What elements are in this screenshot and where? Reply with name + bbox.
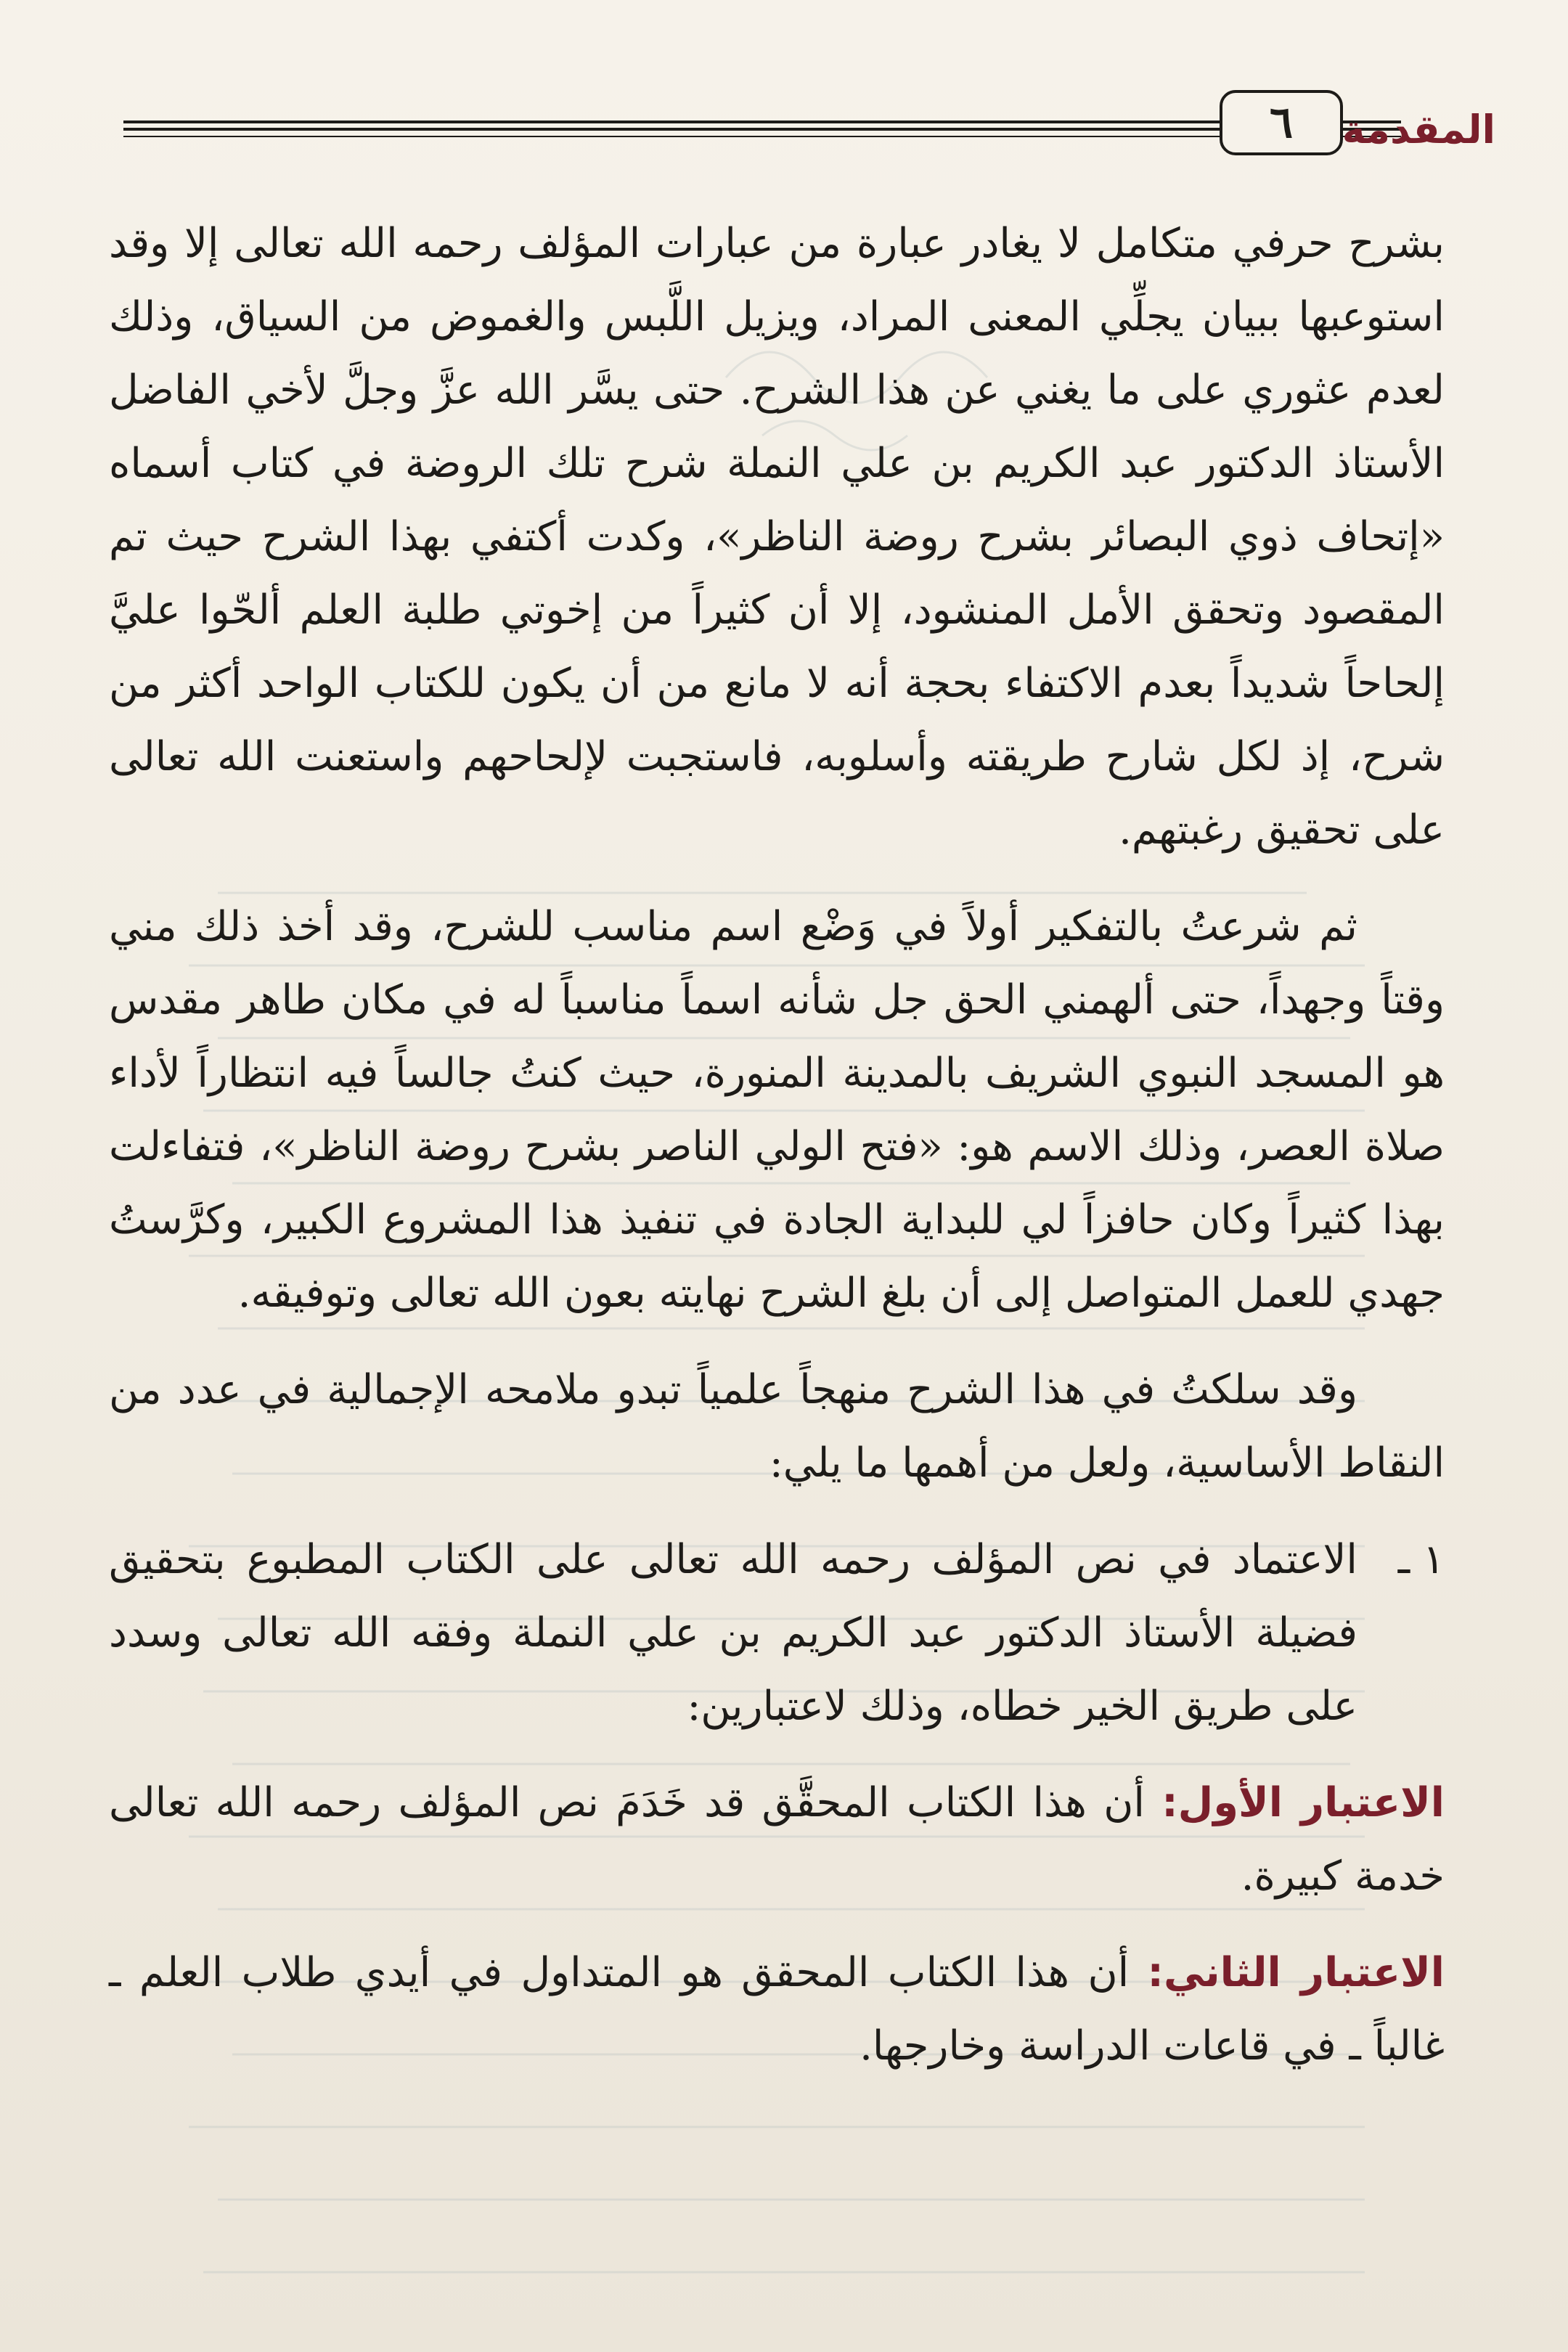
consideration-second xyxy=(109,1936,1445,2083)
consideration-first xyxy=(109,1766,1445,1913)
consideration-label: الاعتبار الأول: xyxy=(1161,1779,1445,1826)
paragraph-method: وقد سلكتُ في هذا الشرح منهجاً علمياً تبدو ملامحه الإجمالية في عدد من النقاط الأساسية، ولعل من أهمها ما يلي: xyxy=(109,1366,1445,1487)
point-number: ١ ـ xyxy=(1397,1536,1445,1583)
body-text xyxy=(109,207,1445,2083)
consideration-text: أن هذا الكتاب المحقق هو المتداول في أيدي طلاب العلم ـ غالباً ـ في قاعات الدراسة وخارجها. xyxy=(109,1949,1445,2070)
paragraph-naming: ثم شرعتُ بالتفكير أولاً في وَضْع اسم مناسب للشرح، وقد أخذ ذلك مني وقتاً وجهداً، حتى ألهمني الحق جل شأنه اسماً مناسباً له في مكان طاهر مقدس هو المسجد النبوي الشريف بالمدينة المنورة، حيث كنتُ جالساً فيه انتظاراً لأداء صلاة العصر، وذلك الاسم هو: «فتح الولي الناصر بشرح روضة الناظر»، فتفاءلت بهذا كثيراً وكان حافزاً لي للبداية الجادة في تنفيذ هذا المشروع الكبير، وكرَّستُ جهدي للعمل المتواصل إلى أن بلغ الشرح نهايته بعون الله تعالى وتوفيقه. xyxy=(109,903,1445,1317)
paragraph-continuation: بشرح حرفي متكامل لا يغادر عبارة من عبارات المؤلف رحمه الله تعالى إلا وقد استوعبها ببيان يجلِّي المعنى المراد، ويزيل اللَّبس والغموض من السياق، وذلك لعدم عثوري على ما يغني عن هذا الشرح. حتى يسَّر الله عزَّ وجلَّ لأخي الفاضل الأستاذ الدكتور عبد الكريم بن علي النملة شرح تلك الروضة في كتاب أسماه «إتحاف ذوي البصائر بشرح روضة الناظر»، وكدت أكتفي بهذا الشرح حيث تم المقصود وتحقق الأمل المنشود، إلا أن كثيراً من إخوتي طلبة العلم ألحّوا عليَّ إلحاحاً شديداً بعدم الاكتفاء بحجة أنه لا مانع من أن يكون للكتاب الواحد أكثر من شرح، إذ لكل شارح طريقته وأسلوبه، فاستجبت لإلحاحهم واستعنت الله تعالى على تحقيق رغبتهم. xyxy=(109,220,1445,854)
consideration-label: الاعتبار الثاني: xyxy=(1147,1949,1445,1996)
page-header xyxy=(73,80,1495,167)
point-item xyxy=(109,1523,1445,1743)
page-number: ٦ xyxy=(1220,90,1343,155)
consideration-text: أن هذا الكتاب المحقَّق قد خَدَمَ نص المؤلف رحمه الله تعالى خدمة كبيرة. xyxy=(109,1779,1445,1900)
point-text: الاعتماد في نص المؤلف رحمه الله تعالى على الكتاب المطبوع بتحقيق فضيلة الأستاذ الدكتور عبد الكريم بن علي النملة وفقه الله تعالى وسدد على طريق الخير خطاه، وذلك لاعتبارين: xyxy=(109,1536,1357,1730)
section-title: المقدمة xyxy=(1342,107,1495,152)
